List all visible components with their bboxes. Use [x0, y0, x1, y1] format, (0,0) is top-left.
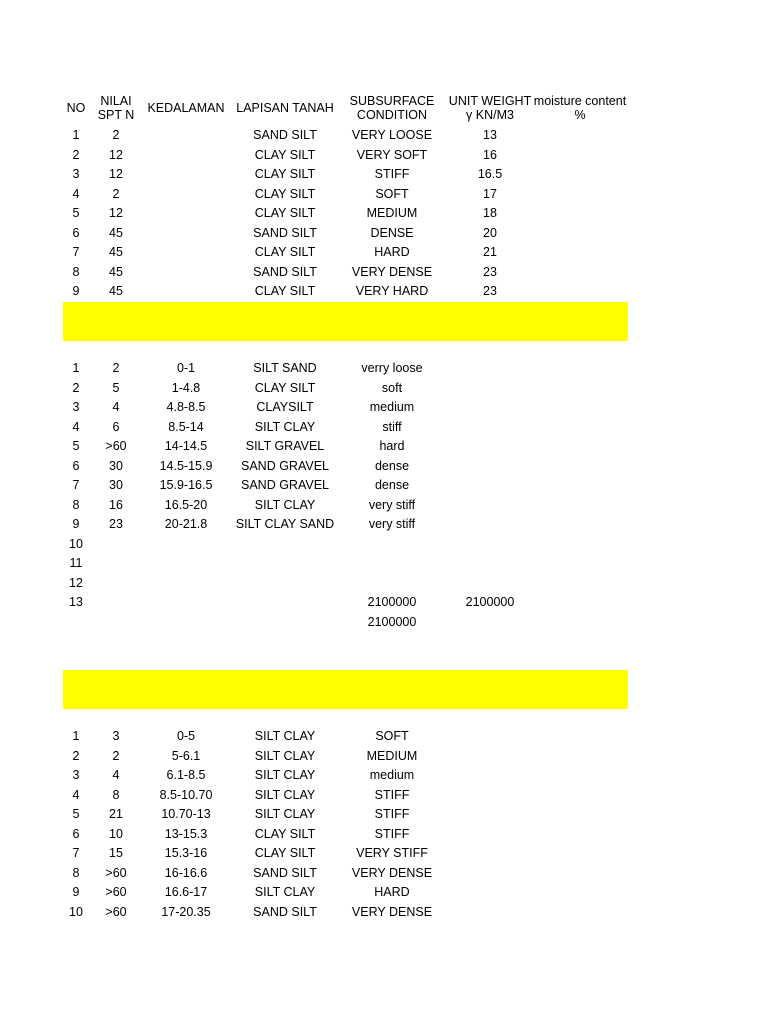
cell-unit-weight: 23 — [483, 264, 497, 279]
table-row — [0, 165, 768, 185]
cell-subsurface-condition: STIFF — [374, 826, 410, 841]
cell-lapisan-tanah: CLAY SILT — [254, 846, 316, 860]
table-row — [0, 146, 768, 166]
cell-no: 9 — [72, 284, 80, 298]
cell-no: 11 — [69, 556, 83, 570]
cell-nilai-spt: >60 — [105, 904, 127, 919]
cell-no: 3 — [72, 400, 80, 414]
cell-lapisan-tanah: SAND SILT — [253, 264, 317, 279]
cell-lapisan-tanah: SILT CLAY — [254, 768, 316, 782]
cell-no: 8 — [72, 865, 80, 880]
table-row — [0, 496, 768, 516]
cell-unit-weight: 21 — [483, 245, 497, 259]
cell-no: 7 — [72, 478, 80, 492]
cell-subsurface-condition: hard — [379, 439, 405, 453]
header-unit-weight: UNIT WEIGHT γ KN/M3 — [448, 93, 532, 122]
cell-no: 2 — [72, 748, 80, 763]
table-row — [0, 359, 768, 379]
cell-subsurface-condition: MEDIUM — [366, 748, 418, 763]
cell-nilai-spt: 23 — [109, 517, 123, 531]
cell-subsurface-condition: VERY DENSE — [351, 264, 433, 279]
table-row — [0, 379, 768, 399]
header-kedalaman: KEDALAMAN — [147, 100, 225, 115]
cell-kedalaman: 16.6-17 — [164, 885, 208, 899]
cell-kedalaman: 15.9-16.5 — [159, 478, 213, 492]
cell-lapisan-tanah: SAND SILT — [253, 225, 317, 240]
cell-no: 7 — [72, 245, 80, 259]
cell-nilai-spt: 4 — [112, 400, 120, 414]
cell-nilai-spt: >60 — [105, 885, 127, 899]
cell-lapisan-tanah: SILT SAND — [253, 361, 317, 375]
cell-lapisan-tanah: SILT CLAY — [254, 807, 316, 821]
cell-no: 10 — [69, 536, 83, 551]
table-row — [0, 747, 768, 767]
cell-no: 13 — [69, 595, 83, 609]
cell-no: 6 — [72, 225, 80, 240]
table-row — [0, 535, 768, 555]
cell-nilai-spt: 2 — [112, 128, 120, 142]
cell-no: 1 — [72, 729, 80, 743]
cell-subsurface-condition: SOFT — [375, 729, 409, 743]
cell-nilai-spt: 12 — [109, 147, 123, 162]
cell-no: 4 — [72, 186, 80, 201]
cell-kedalaman: 1-4.8 — [171, 380, 201, 395]
table-row — [0, 574, 768, 594]
header-lapisan-tanah: LAPISAN TANAH — [236, 100, 334, 115]
cell-unit-weight: 17 — [483, 186, 497, 201]
cell-lapisan-tanah: SILT CLAY — [254, 729, 316, 743]
cell-nilai-spt: >60 — [105, 439, 127, 453]
cell-lapisan-tanah: SILT CLAY — [254, 787, 316, 802]
header-moisture-content: moisture content % — [533, 93, 627, 122]
cell-nilai-spt: >60 — [105, 865, 127, 880]
table-row — [0, 224, 768, 244]
table-row — [0, 613, 768, 633]
table-row — [0, 805, 768, 825]
cell-kedalaman: 20-21.8 — [164, 517, 208, 531]
cell-no: 6 — [72, 826, 80, 841]
table-row — [0, 844, 768, 864]
cell-lapisan-tanah: SILT CLAY SAND — [235, 517, 335, 531]
cell-kedalaman: 8.5-14 — [168, 419, 204, 434]
cell-lapisan-tanah: SAND SILT — [253, 128, 317, 142]
cell-lapisan-tanah: CLAY SILT — [254, 826, 316, 841]
cell-subsurface-condition: medium — [369, 400, 415, 414]
cell-no: 9 — [72, 885, 80, 899]
cell-nilai-spt: 16 — [109, 497, 123, 512]
cell-kedalaman: 15.3-16 — [164, 846, 208, 860]
cell-unit-weight: 2100000 — [465, 595, 515, 609]
cell-subsurface-condition: very stiff — [368, 517, 416, 531]
table-row — [0, 864, 768, 884]
cell-nilai-spt: 10 — [109, 826, 123, 841]
table-row — [0, 282, 768, 302]
cell-lapisan-tanah: SAND GRAVEL — [241, 458, 329, 473]
cell-kedalaman: 6.1-8.5 — [166, 768, 206, 782]
cell-unit-weight: 16.5 — [477, 167, 503, 181]
cell-kedalaman: 5-6.1 — [171, 748, 201, 763]
table-row — [0, 593, 768, 613]
table-row — [0, 786, 768, 806]
table-row — [0, 515, 768, 535]
cell-nilai-spt: 5 — [112, 380, 120, 395]
table-row — [0, 554, 768, 574]
table-row — [0, 766, 768, 786]
cell-nilai-spt: 21 — [109, 807, 123, 821]
cell-no: 5 — [72, 439, 80, 453]
cell-nilai-spt: 12 — [109, 206, 123, 220]
highlight-band-2 — [63, 670, 628, 709]
header-subsurface-condition: SUBSURFACE CONDITION — [349, 93, 435, 122]
cell-subsurface-condition: medium — [369, 768, 415, 782]
cell-subsurface-condition: VERY HARD — [355, 284, 429, 298]
cell-lapisan-tanah: CLAY SILT — [254, 147, 316, 162]
table-row — [0, 243, 768, 263]
cell-no: 8 — [72, 264, 80, 279]
cell-lapisan-tanah: CLAY SILT — [254, 206, 316, 220]
table-row — [0, 476, 768, 496]
table-row — [0, 185, 768, 205]
cell-subsurface-condition: 2100000 — [367, 614, 417, 629]
cell-lapisan-tanah: SILT CLAY — [254, 419, 316, 434]
cell-nilai-spt: 45 — [109, 284, 123, 298]
cell-kedalaman: 8.5-10.70 — [159, 787, 213, 802]
cell-no: 1 — [72, 128, 80, 142]
cell-subsurface-condition: stiff — [382, 419, 402, 434]
table-row — [0, 263, 768, 283]
cell-no: 10 — [69, 904, 83, 919]
header-nilai-spt: NILAI SPT N — [97, 93, 135, 122]
cell-subsurface-condition: HARD — [374, 245, 410, 259]
highlight-band-1 — [63, 302, 628, 341]
cell-kedalaman: 13-15.3 — [164, 826, 208, 841]
cell-nilai-spt: 30 — [109, 478, 123, 492]
cell-nilai-spt: 45 — [109, 264, 123, 279]
cell-subsurface-condition: 2100000 — [367, 595, 417, 609]
cell-no: 7 — [72, 846, 80, 860]
cell-no: 1 — [72, 361, 80, 375]
cell-kedalaman: 14.5-15.9 — [159, 458, 213, 473]
table-row — [0, 126, 768, 146]
cell-nilai-spt: 45 — [109, 245, 123, 259]
cell-lapisan-tanah: CLAY SILT — [254, 167, 316, 181]
cell-no: 8 — [72, 497, 80, 512]
cell-kedalaman: 4.8-8.5 — [166, 400, 206, 414]
cell-subsurface-condition: MEDIUM — [366, 206, 418, 220]
cell-subsurface-condition: VERY DENSE — [351, 865, 433, 880]
cell-nilai-spt: 2 — [112, 186, 120, 201]
cell-subsurface-condition: HARD — [374, 885, 410, 899]
cell-subsurface-condition: VERY LOOSE — [351, 128, 433, 142]
cell-subsurface-condition: VERY STIFF — [356, 846, 428, 860]
cell-no: 6 — [72, 458, 80, 473]
cell-nilai-spt: 4 — [112, 768, 120, 782]
header-no: NO — [66, 100, 86, 115]
cell-subsurface-condition: dense — [374, 478, 410, 492]
cell-no: 4 — [72, 419, 80, 434]
cell-kedalaman: 0-5 — [176, 729, 196, 743]
cell-nilai-spt: 12 — [109, 167, 123, 181]
cell-subsurface-condition: soft — [381, 380, 403, 395]
cell-subsurface-condition: STIFF — [374, 167, 410, 181]
cell-subsurface-condition: VERY DENSE — [351, 904, 433, 919]
cell-subsurface-condition: dense — [374, 458, 410, 473]
cell-kedalaman: 16.5-20 — [164, 497, 208, 512]
cell-subsurface-condition: very stiff — [368, 497, 416, 512]
cell-lapisan-tanah: CLAY SILT — [254, 245, 316, 259]
table-row — [0, 903, 768, 923]
cell-lapisan-tanah: SILT CLAY — [254, 497, 316, 512]
cell-lapisan-tanah: CLAYSILT — [256, 400, 314, 414]
cell-nilai-spt: 45 — [109, 225, 123, 240]
cell-lapisan-tanah: SAND GRAVEL — [241, 478, 329, 492]
cell-no: 4 — [72, 787, 80, 802]
cell-subsurface-condition: SOFT — [375, 186, 409, 201]
cell-lapisan-tanah: SAND SILT — [253, 904, 317, 919]
cell-kedalaman: 0-1 — [176, 361, 196, 375]
cell-kedalaman: 14-14.5 — [164, 439, 208, 453]
cell-unit-weight: 23 — [483, 284, 497, 298]
cell-subsurface-condition: VERY SOFT — [356, 147, 428, 162]
cell-no: 5 — [72, 206, 80, 220]
cell-kedalaman: 16-16.6 — [164, 865, 208, 880]
cell-no: 3 — [72, 167, 80, 181]
cell-unit-weight: 16 — [483, 147, 497, 162]
cell-nilai-spt: 2 — [112, 748, 120, 763]
cell-kedalaman: 17-20.35 — [161, 904, 211, 919]
table-row — [0, 825, 768, 845]
cell-unit-weight: 18 — [483, 206, 497, 220]
cell-nilai-spt: 15 — [109, 846, 123, 860]
cell-no: 9 — [72, 517, 80, 531]
cell-lapisan-tanah: CLAY SILT — [254, 186, 316, 201]
cell-unit-weight: 13 — [483, 128, 497, 142]
cell-subsurface-condition: DENSE — [370, 225, 414, 240]
table-row — [0, 457, 768, 477]
cell-no: 12 — [69, 575, 83, 590]
cell-nilai-spt: 8 — [112, 787, 120, 802]
cell-lapisan-tanah: CLAY SILT — [254, 284, 316, 298]
cell-nilai-spt: 2 — [112, 361, 120, 375]
cell-lapisan-tanah: SILT GRAVEL — [245, 439, 325, 453]
table-row — [0, 204, 768, 224]
cell-nilai-spt: 3 — [112, 729, 120, 743]
cell-no: 2 — [72, 147, 80, 162]
cell-unit-weight: 20 — [483, 225, 497, 240]
cell-no: 3 — [72, 768, 80, 782]
cell-subsurface-condition: STIFF — [374, 807, 410, 821]
cell-no: 2 — [72, 380, 80, 395]
cell-lapisan-tanah: CLAY SILT — [254, 380, 316, 395]
cell-subsurface-condition: verry loose — [361, 361, 423, 375]
cell-lapisan-tanah: SILT CLAY — [254, 748, 316, 763]
cell-nilai-spt: 30 — [109, 458, 123, 473]
table-row — [0, 437, 768, 457]
cell-nilai-spt: 6 — [112, 419, 120, 434]
table-row — [0, 883, 768, 903]
cell-subsurface-condition: STIFF — [374, 787, 410, 802]
table-row — [0, 727, 768, 747]
cell-no: 5 — [72, 807, 80, 821]
cell-lapisan-tanah: SILT CLAY — [254, 885, 316, 899]
cell-lapisan-tanah: SAND SILT — [253, 865, 317, 880]
table-row — [0, 418, 768, 438]
table-row — [0, 398, 768, 418]
cell-kedalaman: 10.70-13 — [161, 807, 211, 821]
